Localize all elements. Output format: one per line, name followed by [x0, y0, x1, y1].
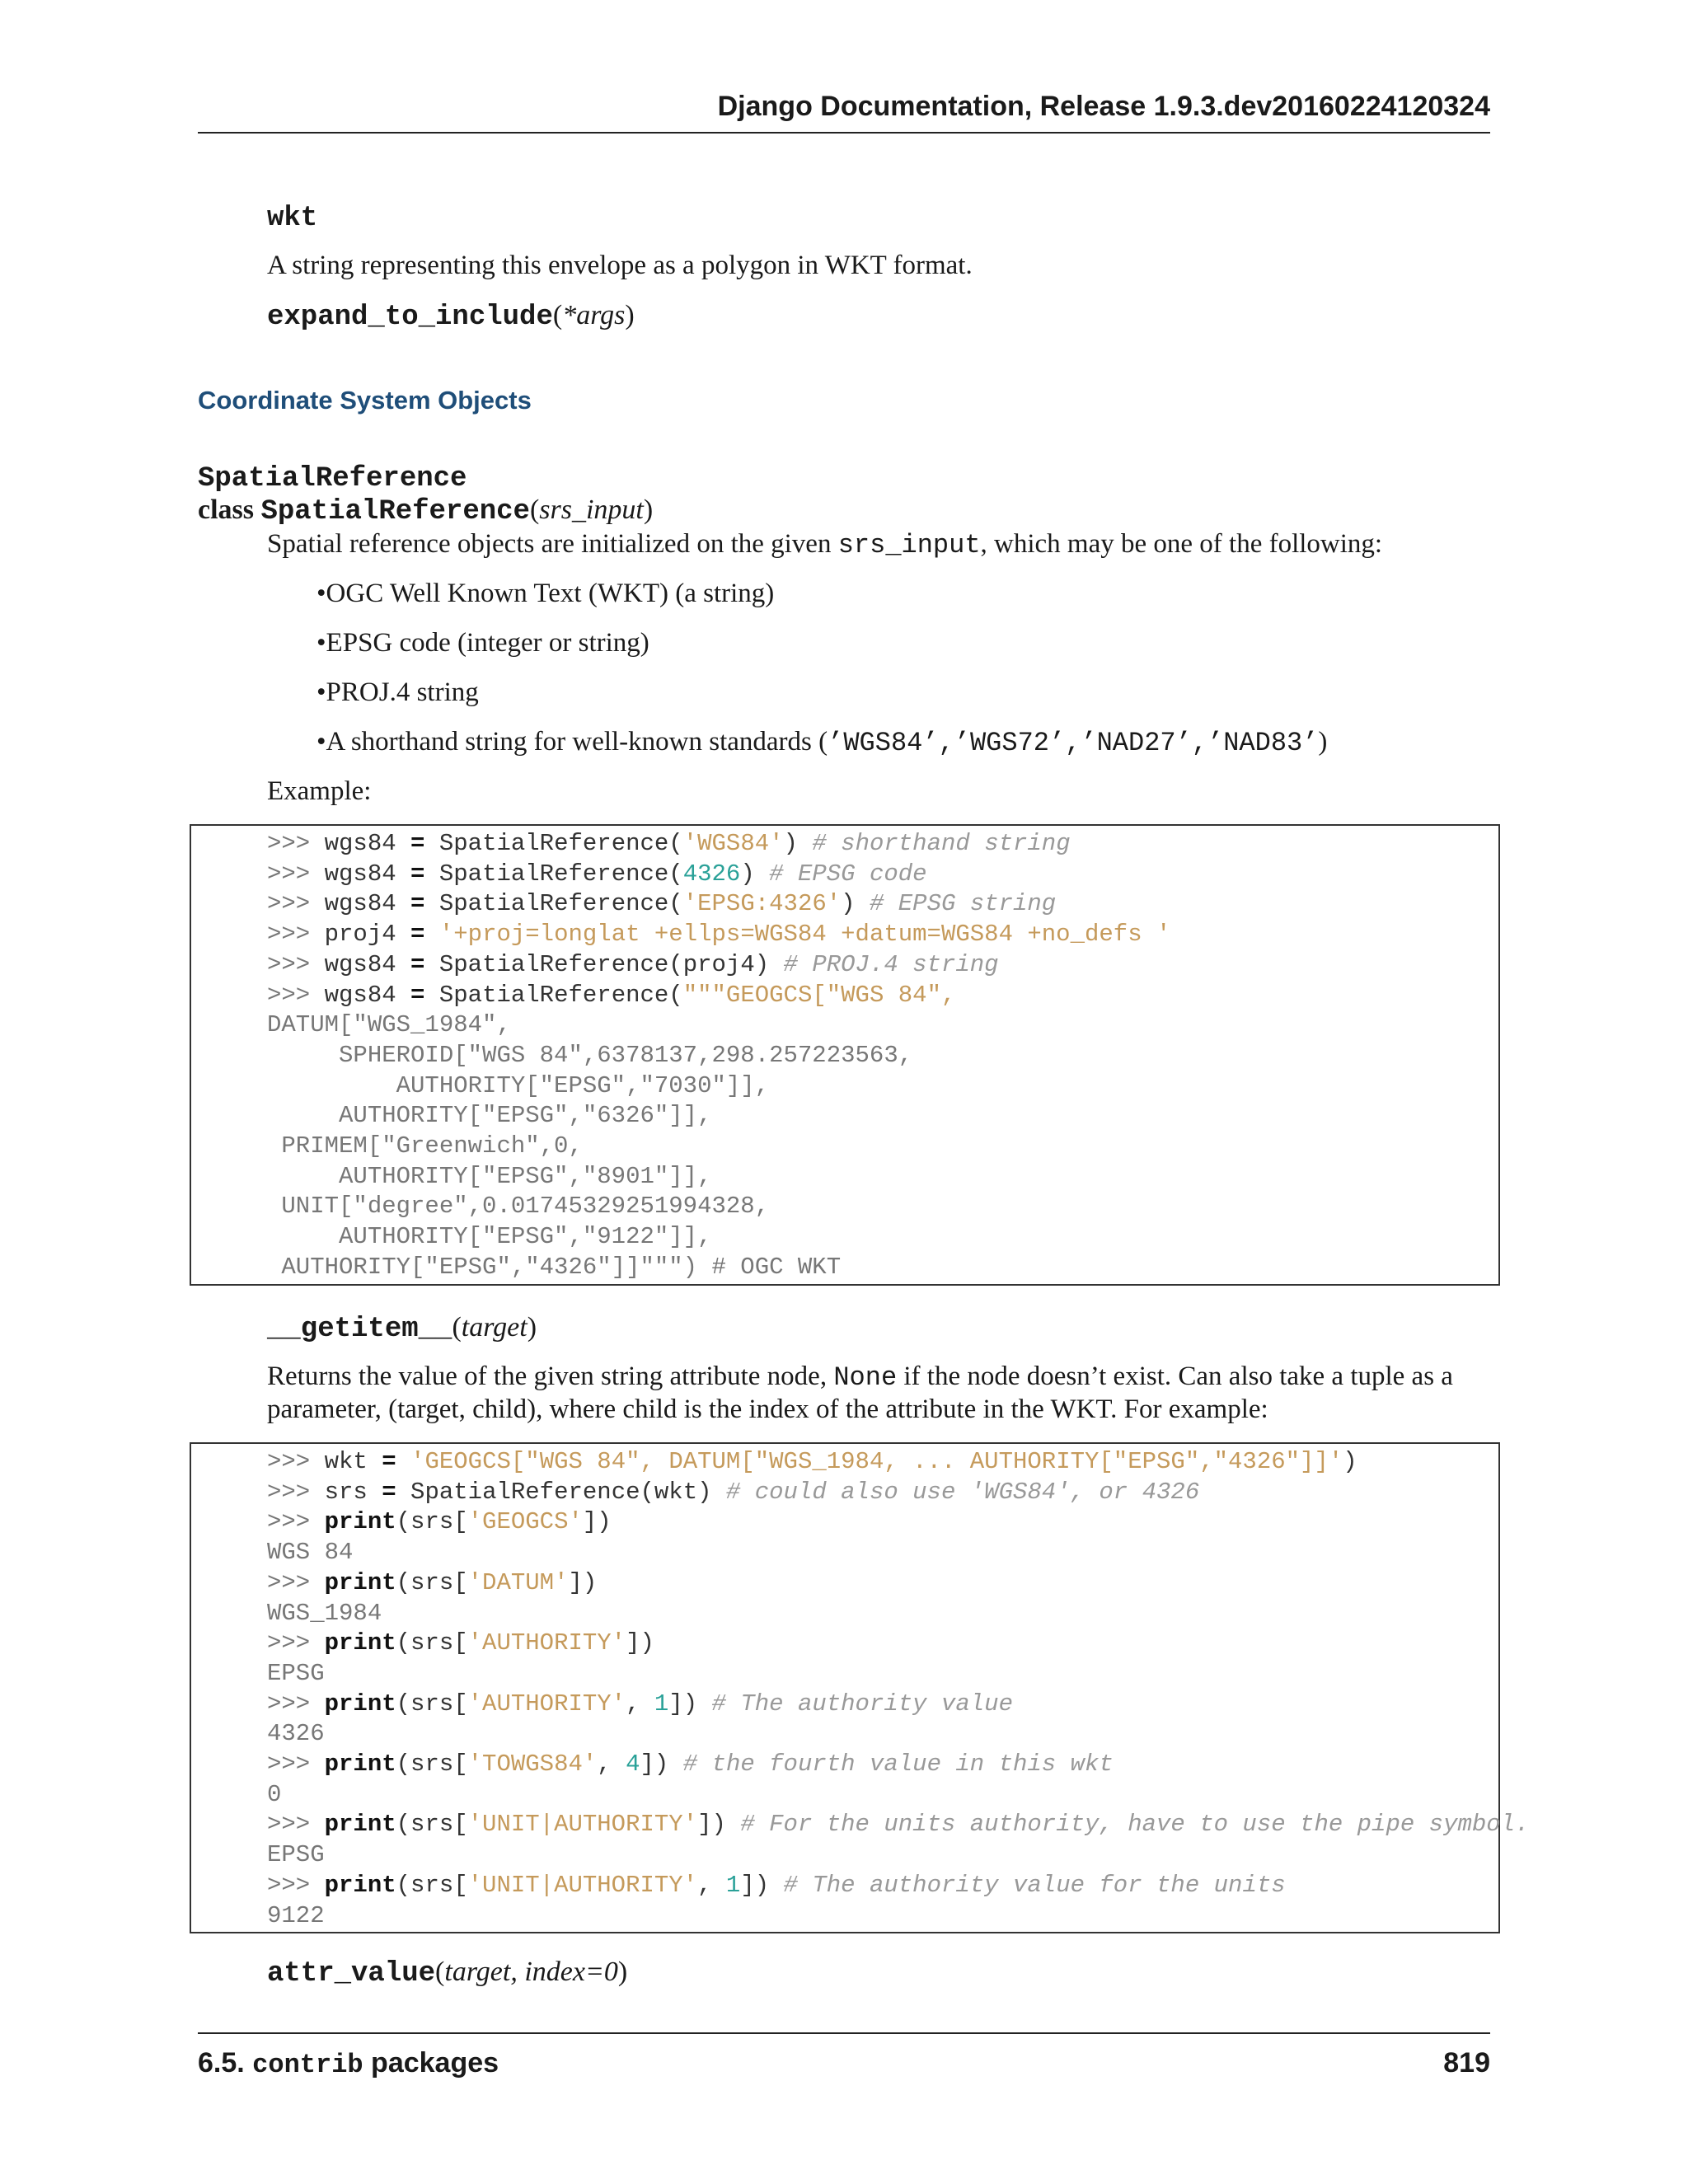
code-line: [267, 1071, 769, 1101]
wkt-signature: [267, 201, 317, 234]
code-line: [267, 1507, 612, 1537]
code-token: AUTHORITY["EPSG","4326"]]""") # OGC WKT: [267, 1253, 842, 1281]
expand-signature: expand_to_include(*args): [267, 300, 635, 333]
code-token: ,: [597, 1750, 626, 1778]
code-token: print: [324, 1508, 396, 1536]
code-line: [267, 1010, 511, 1040]
code-line: [267, 1192, 769, 1221]
code-token: PRIMEM["Greenwich",0,: [267, 1132, 583, 1160]
code-token: 'GEOGCS': [467, 1508, 583, 1536]
code-token: (srs[: [396, 1508, 468, 1536]
code-token: >>>: [267, 830, 325, 857]
code-token: proj4: [324, 921, 411, 949]
code-line: [267, 1599, 382, 1629]
intro-code: srs_input: [837, 530, 981, 560]
footer-section: [198, 2047, 499, 2080]
bullet-item: •OGC Well Known Text (WKT) (a string): [316, 579, 775, 608]
getitem-text-end: if the node doesn’t exist. Can also take a tuple as a: [897, 1361, 1453, 1391]
example-label: Example:: [267, 776, 372, 806]
code-token: 'AUTHORITY': [467, 1629, 626, 1657]
header-title: Django Documentation, Release 1.9.3.dev20160224120324: [717, 91, 1490, 122]
code-token: wgs84: [324, 830, 411, 857]
code-line: [267, 1222, 712, 1252]
code-token: ): [740, 860, 770, 888]
code-token: ]): [582, 1508, 612, 1536]
code-token: AUTHORITY["EPSG","6326"]],: [267, 1102, 712, 1130]
code-token: """GEOGCS["WGS 84",: [682, 981, 956, 1009]
code-token: # EPSG code: [769, 860, 927, 888]
code-line: [267, 1253, 841, 1282]
code-token: '+proj=longlat +ellps=WGS84 +datum=WGS84 +no_defs ': [438, 921, 1171, 949]
code-token: ): [1343, 1448, 1357, 1475]
code-token: ): [783, 830, 813, 857]
code-token: >>>: [267, 860, 325, 888]
code-token: ]): [668, 1690, 712, 1718]
code-token: =: [410, 830, 425, 857]
code-token: 'UNIT|AUTHORITY': [467, 1811, 698, 1839]
section-heading: Coordinate System Objects: [198, 386, 532, 415]
code-token: # The authority value: [711, 1690, 1013, 1718]
footer-section-number: 6.5.: [198, 2047, 245, 2079]
code-line: [267, 981, 955, 1010]
code-line: [267, 1871, 1286, 1900]
code-block-getitem: [190, 1442, 1530, 1933]
code-line: [267, 860, 927, 889]
attr-value-signature: attr_value(target, index=0): [267, 1957, 628, 1990]
code-token: wkt: [324, 1448, 382, 1475]
code-line: [267, 950, 999, 980]
footer-code: contrib: [252, 2050, 363, 2080]
bullet-code: ’WGS84’,’WGS72’,’NAD27’,’NAD83’: [828, 728, 1319, 758]
code-line: [267, 1901, 325, 1931]
wkt-description: A string representing this envelope as a polygon in WKT format.: [267, 251, 973, 280]
code-token: wgs84: [324, 860, 411, 888]
code-token: EPSG: [267, 1659, 325, 1687]
code-token: >>>: [267, 921, 325, 949]
getitem-name: __getitem__: [267, 1314, 452, 1345]
attr-value-name: attr_value: [267, 1958, 436, 1990]
code-token: 0: [267, 1780, 282, 1808]
code-token: ]): [626, 1629, 654, 1657]
code-token: >>>: [267, 1508, 325, 1536]
code-line: [267, 920, 1170, 949]
code-line: [267, 1690, 1013, 1719]
code-token: ,: [697, 1871, 726, 1899]
code-token: (srs[: [396, 1811, 468, 1839]
expand-name: expand_to_include: [267, 302, 553, 333]
spatial-title: [198, 462, 467, 494]
class-name: SpatialReference: [260, 496, 530, 527]
code-token: print: [324, 1750, 396, 1778]
code-token: SpatialReference(: [424, 830, 683, 857]
code-token: # EPSG string: [869, 890, 1057, 918]
code-token: # For the units authority, have to use the pipe symbol.: [740, 1811, 1530, 1839]
code-token: SpatialReference(: [424, 860, 683, 888]
code-line: [267, 1840, 325, 1870]
code-line: [267, 1041, 912, 1071]
intro-text: Spatial reference objects are initialized on the given: [267, 529, 838, 559]
code-line: [267, 1132, 583, 1161]
code-token: 'WGS84': [682, 830, 784, 857]
code-token: # shorthand string: [812, 830, 1071, 857]
code-token: ,: [626, 1690, 654, 1718]
bullet-text-end: ): [1318, 727, 1328, 757]
code-block-spatialreference: [190, 824, 1500, 1286]
code-token: # PROJ.4 string: [783, 950, 999, 978]
code-token: >>>: [267, 1629, 325, 1657]
code-token: print: [324, 1871, 396, 1899]
code-token: ]): [697, 1811, 741, 1839]
code-line: [267, 1810, 1529, 1840]
wkt-name: wkt: [267, 203, 318, 234]
getitem-code: None: [833, 1362, 898, 1393]
code-token: 'GEOGCS["WGS 84", DATUM["WGS_1984, ... AUTHORITY["EPSG","4326"]]': [410, 1448, 1343, 1475]
code-token: >>>: [267, 1811, 325, 1839]
bullet-item: •PROJ.4 string: [316, 677, 479, 707]
code-line: [267, 1101, 712, 1131]
code-token: print: [324, 1568, 396, 1596]
spatial-title-text: SpatialReference: [198, 463, 467, 494]
code-token: [424, 921, 438, 948]
code-token: WGS_1984: [267, 1599, 382, 1627]
page-header: [198, 91, 1490, 134]
code-token: (srs[: [396, 1690, 468, 1718]
code-line: [267, 1538, 353, 1568]
code-token: 1: [654, 1690, 669, 1718]
code-token: =: [410, 890, 425, 918]
code-token: WGS 84: [267, 1539, 354, 1567]
code-token: [396, 1448, 410, 1475]
getitem-signature: __getitem__(target): [267, 1312, 537, 1345]
code-token: =: [410, 860, 425, 888]
code-token: >>>: [267, 1568, 325, 1596]
code-line: [267, 1659, 325, 1689]
getitem-description-line2: parameter, (target, child), where child is the index of the attribute in the WKT. For example:: [267, 1394, 1268, 1424]
code-token: UNIT["degree",0.01745329251994328,: [267, 1193, 770, 1221]
code-token: AUTHORITY["EPSG","7030"]],: [267, 1071, 770, 1099]
code-line: [267, 889, 1056, 919]
code-token: 4: [626, 1750, 640, 1778]
code-line: [267, 1719, 325, 1749]
code-token: ]): [640, 1750, 683, 1778]
code-token: 4326: [267, 1720, 325, 1748]
page-number: 819: [1443, 2047, 1490, 2079]
bullet-item: •EPSG code (integer or string): [316, 628, 649, 658]
code-token: EPSG: [267, 1841, 325, 1869]
code-token: wgs84: [324, 950, 411, 978]
code-token: SpatialReference(: [424, 981, 683, 1009]
expand-args: *args: [562, 300, 626, 330]
code-line: [267, 1780, 281, 1810]
attr-value-args: target, index=0: [444, 1957, 618, 1987]
code-token: AUTHORITY["EPSG","8901"]],: [267, 1162, 712, 1190]
code-token: 9122: [267, 1901, 325, 1929]
code-token: 1: [725, 1871, 741, 1899]
code-token: =: [382, 1478, 396, 1506]
code-token: 'UNIT|AUTHORITY': [467, 1871, 698, 1899]
code-token: >>>: [267, 1478, 325, 1506]
code-token: # The authority value for the units: [783, 1871, 1286, 1899]
getitem-description: [267, 1360, 1453, 1394]
code-token: AUTHORITY["EPSG","9122"]],: [267, 1223, 712, 1251]
code-line: [267, 1447, 1357, 1477]
class-arg: srs_input: [539, 494, 644, 525]
code-token: >>>: [267, 1690, 325, 1718]
code-line: [267, 1478, 1199, 1507]
code-token: SpatialReference(wkt): [396, 1478, 726, 1506]
code-line: [267, 1568, 597, 1598]
code-token: ]): [568, 1568, 598, 1596]
code-token: =: [382, 1448, 396, 1475]
code-token: print: [324, 1811, 396, 1839]
code-token: (srs[: [396, 1629, 468, 1657]
class-signature: class SpatialReference(srs_input): [198, 494, 654, 527]
code-token: ]): [740, 1871, 784, 1899]
code-line: [267, 1629, 654, 1658]
code-token: wgs84: [324, 890, 411, 918]
code-token: =: [410, 950, 425, 978]
getitem-text: Returns the value of the given string attribute node,: [267, 1361, 834, 1391]
code-line: [267, 829, 1071, 859]
code-token: # could also use 'WGS84', or 4326: [725, 1478, 1200, 1506]
code-token: ): [841, 890, 870, 918]
code-token: =: [410, 921, 425, 949]
code-token: srs: [324, 1478, 382, 1506]
bullet-item: [316, 725, 1327, 760]
code-token: 'AUTHORITY': [467, 1690, 626, 1718]
code-token: # the fourth value in this wkt: [682, 1750, 1114, 1778]
class-keyword: class: [198, 494, 254, 525]
code-token: >>>: [267, 1871, 325, 1899]
code-line: [267, 1162, 712, 1192]
code-token: SPHEROID["WGS 84",6378137,298.257223563,: [267, 1041, 913, 1069]
code-token: 'EPSG:4326': [682, 890, 842, 918]
code-token: wgs84: [324, 981, 411, 1009]
code-token: >>>: [267, 1750, 325, 1778]
bullet-text: •A shorthand string for well-known standards (: [316, 727, 828, 757]
footer-section-text: packages: [371, 2047, 499, 2079]
spatial-intro: [267, 527, 1382, 562]
code-token: print: [324, 1690, 396, 1718]
code-line: [267, 1750, 1114, 1779]
code-token: DATUM["WGS_1984",: [267, 1011, 511, 1039]
page-footer: [198, 2032, 1490, 2083]
code-token: print: [324, 1629, 396, 1657]
code-token: >>>: [267, 890, 325, 918]
code-token: (srs[: [396, 1750, 468, 1778]
intro-text-end: , which may be one of the following:: [980, 529, 1383, 559]
code-token: >>>: [267, 950, 325, 978]
code-token: =: [410, 981, 425, 1009]
code-token: >>>: [267, 981, 325, 1009]
getitem-arg: target: [461, 1312, 528, 1343]
code-token: (srs[: [396, 1871, 468, 1899]
code-token: 'DATUM': [467, 1568, 569, 1596]
code-token: >>>: [267, 1448, 325, 1475]
code-token: 'TOWGS84': [467, 1750, 598, 1778]
code-token: 4326: [682, 860, 741, 888]
code-token: SpatialReference(proj4): [424, 950, 784, 978]
code-token: SpatialReference(: [424, 890, 683, 918]
code-token: (srs[: [396, 1568, 468, 1596]
